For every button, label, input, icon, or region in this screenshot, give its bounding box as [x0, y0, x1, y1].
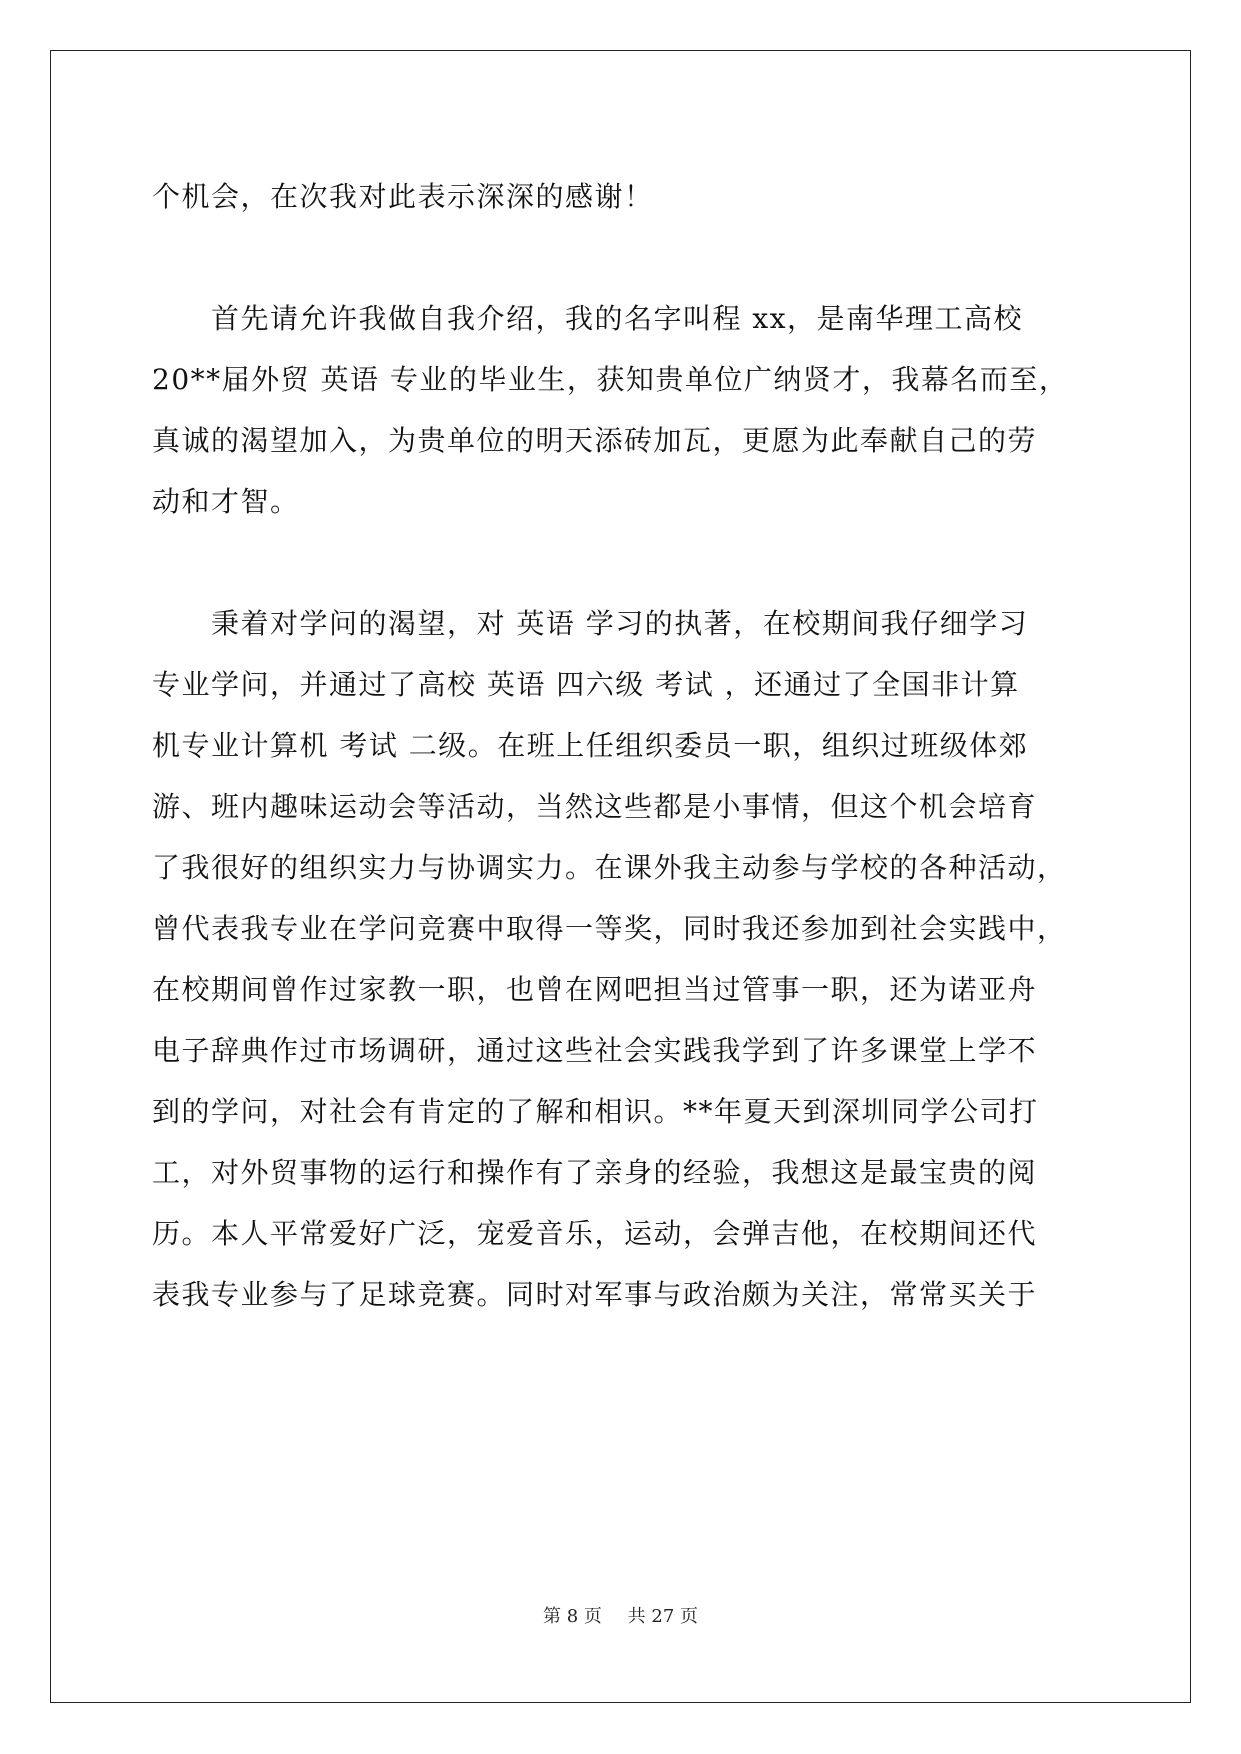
text-line: 20**届外贸 英语 专业的毕业生，获知贵单位广纳贤才，我幕名而至， [152, 363, 1069, 396]
text-line: 秉着对学问的渴望，对 英语 学习的执著，在校期间我仔细学习 [152, 607, 1029, 640]
page-footer [0, 1602, 1241, 1628]
document-body [152, 166, 1092, 1325]
text-line: 专业学问，并通过了高校 英语 四六级 考试 ，还通过了全国非计算 [152, 668, 1020, 701]
text-line: 表我专业参与了足球竞赛。同时对军事与政治颇为关注，常常买关于 [152, 1278, 1038, 1311]
text-line: 历。本人平常爱好广泛，宠爱音乐，运动，会弹吉他，在校期间还代 [152, 1217, 1038, 1250]
text-line: 机专业计算机 考试 二级。在班上任组织委员一职，组织过班级体郊 [152, 729, 1029, 762]
text-line [152, 227, 1092, 288]
page-total: 共 27 页 [627, 1606, 698, 1627]
text-line: 到的学问，对社会有肯定的了解和相识。**年夏天到深圳同学公司打 [152, 1095, 1039, 1128]
text-line: 电子辞典作过市场调研，通过这些社会实践我学到了许多课堂上学不 [152, 1034, 1038, 1067]
text-line: 了我很好的组织实力与协调实力。在课外我主动参与学校的各种活动， [152, 851, 1067, 884]
text-line: 曾代表我专业在学问竞赛中取得一等奖，同时我还参加到社会实践中， [152, 912, 1067, 945]
text-line: 动和才智。 [152, 485, 300, 518]
page-number: 第 8 页 [543, 1606, 602, 1627]
text-line: 游、班内趣味运动会等活动，当然这些都是小事情，但这个机会培育 [152, 790, 1038, 823]
text-line: 个机会，在次我对此表示深深的感谢！ [152, 180, 654, 213]
text-line: 工，对外贸事物的运行和操作有了亲身的经验，我想这是最宝贵的阅 [152, 1156, 1038, 1189]
text-line: 真诚的渴望加入，为贵单位的明天添砖加瓦，更愿为此奉献自己的劳 [152, 424, 1038, 457]
text-line: 在校期间曾作过家教一职，也曾在网吧担当过管事一职，还为诺亚舟 [152, 973, 1038, 1006]
text-line: 首先请允许我做自我介绍，我的名字叫程 xx，是南华理工高校 [152, 302, 1023, 335]
text-line [152, 532, 1092, 593]
